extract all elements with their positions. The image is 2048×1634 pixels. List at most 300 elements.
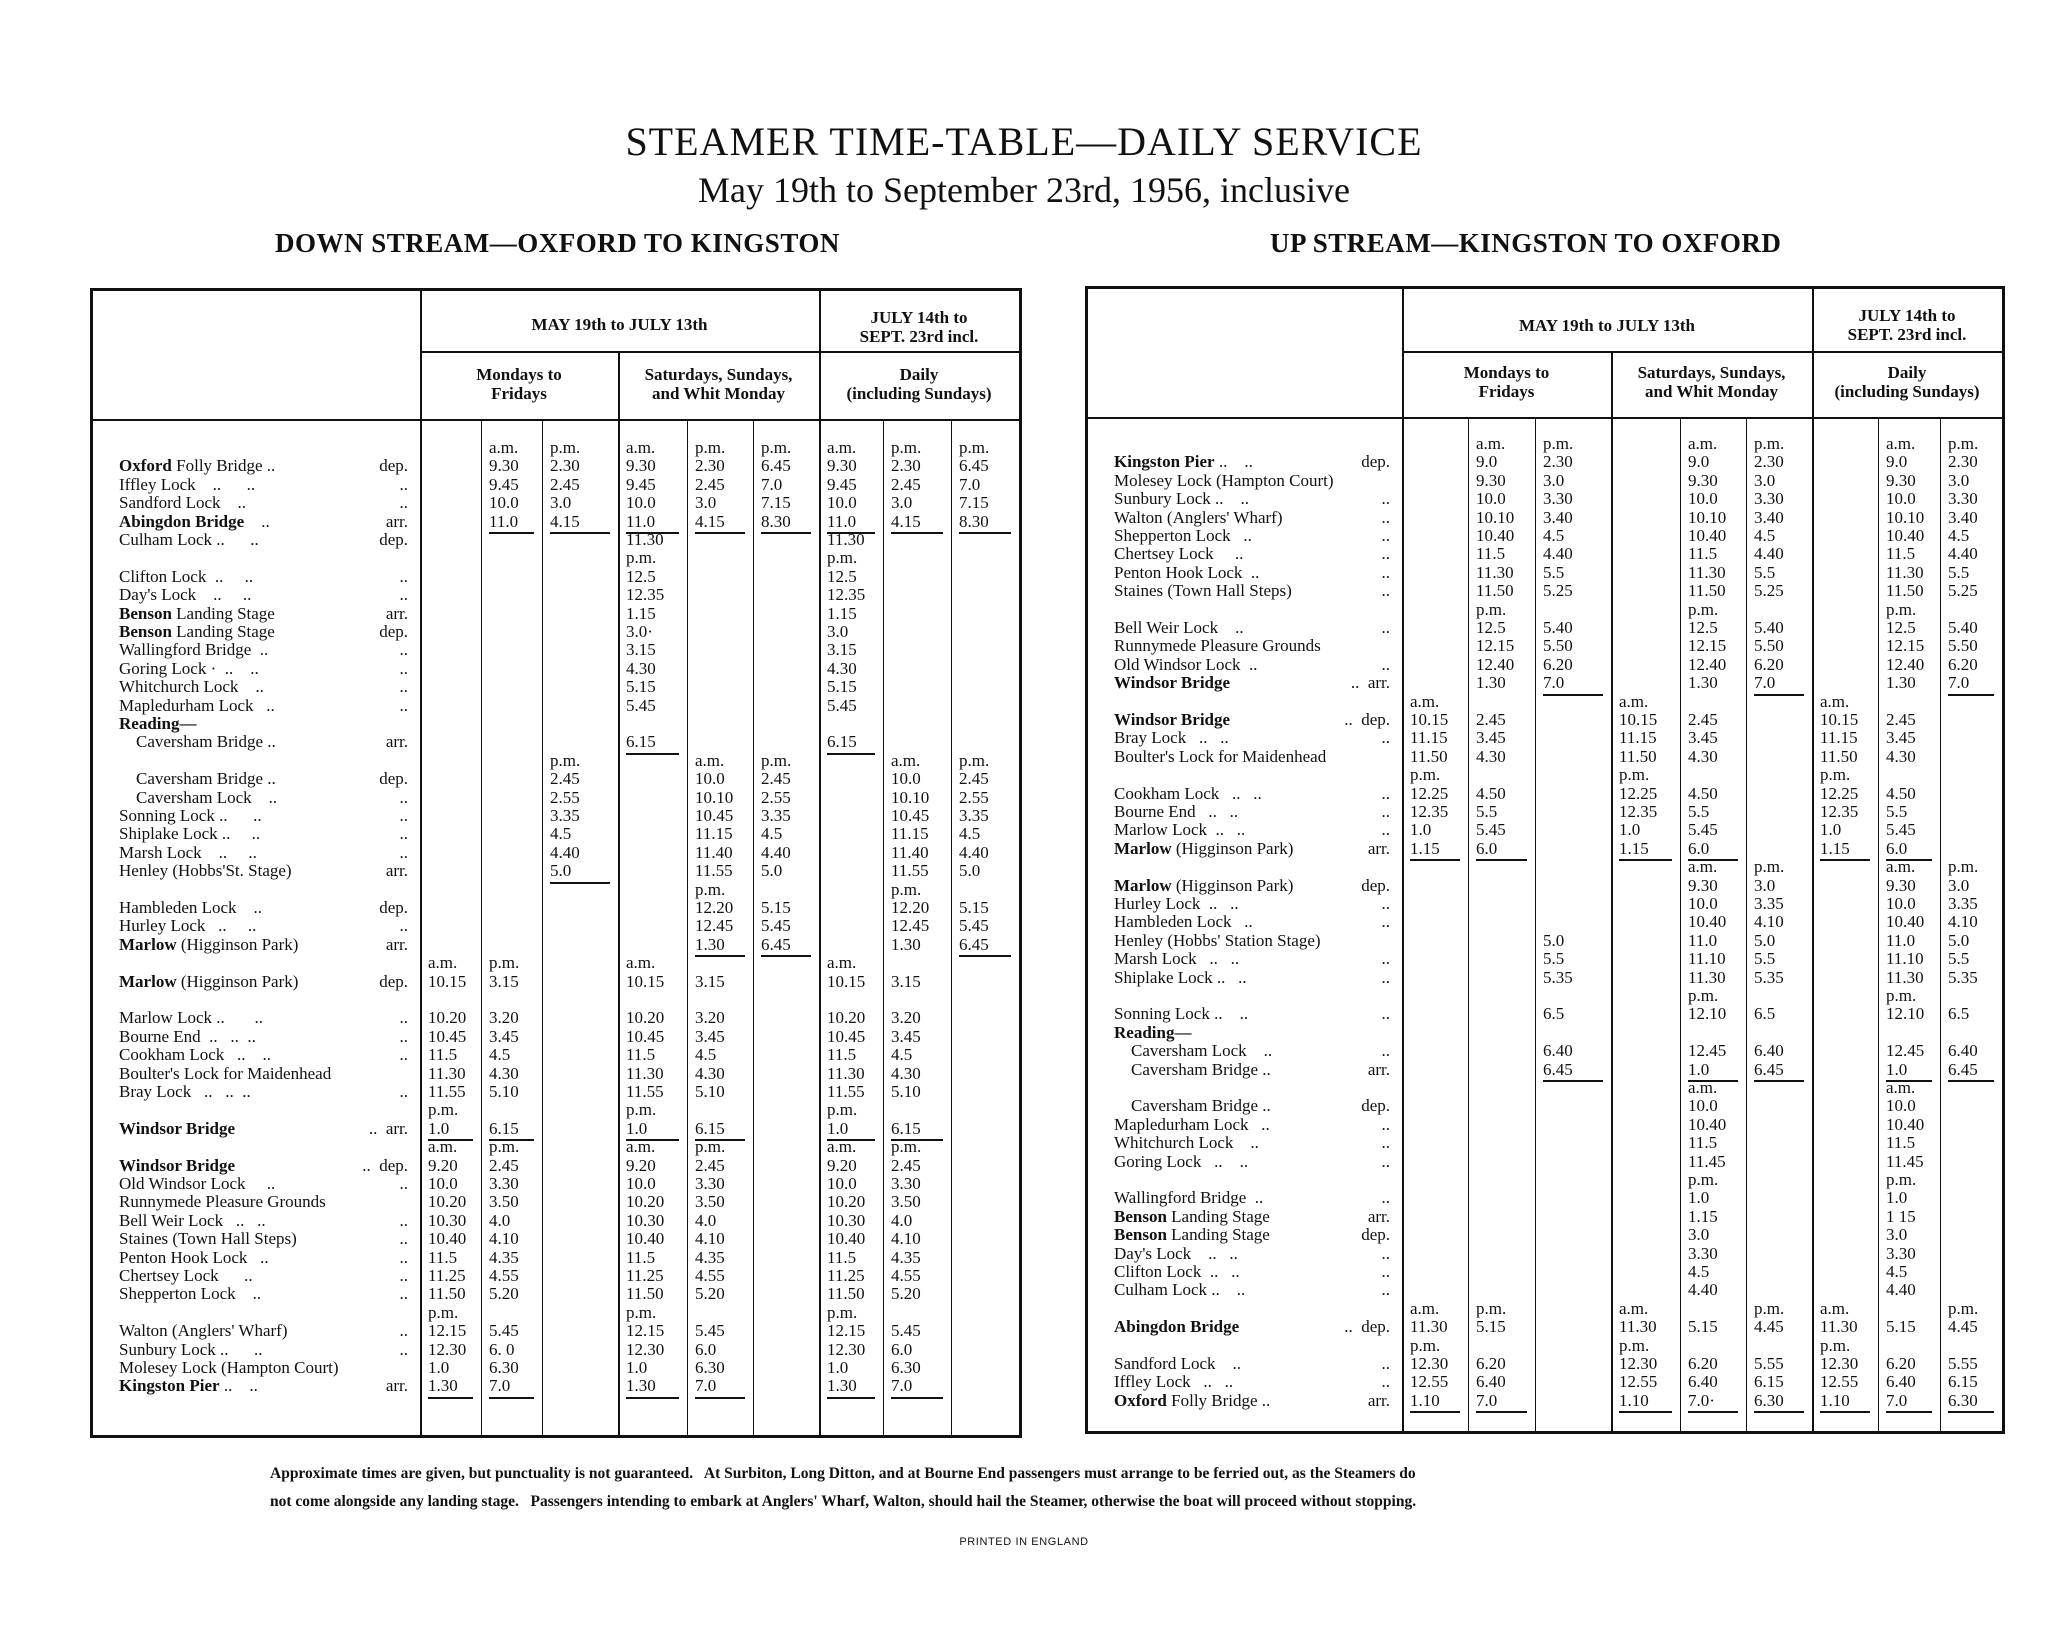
- station-name: Old Windsor Lock ..: [119, 1174, 276, 1193]
- time-cell: 9.30: [1886, 875, 1916, 895]
- station-name: Whitchurch Lock ..: [1114, 1133, 1259, 1153]
- time-cell: p.m.: [1688, 599, 1719, 619]
- arr-dep-marker: ..: [1381, 618, 1390, 637]
- rule-col: [753, 419, 754, 1435]
- station-name: Walton (Anglers' Wharf): [119, 1321, 288, 1341]
- time-cell: 5.5: [1476, 802, 1498, 821]
- station-name: Oxford Folly Bridge ..: [1114, 1390, 1271, 1410]
- time-cell: 2.45: [550, 474, 580, 494]
- time-cell: 6.30: [1948, 1390, 1978, 1410]
- time-cell: p.m.: [1410, 1335, 1441, 1355]
- time-cell: p.m.: [761, 438, 792, 457]
- time-cell: 10.0: [891, 769, 921, 789]
- station-name: Iffley Lock .. ..: [119, 474, 256, 494]
- time-cell: p.m.: [695, 438, 726, 457]
- time-cell: a.m.: [1619, 691, 1649, 711]
- arr-dep-marker: arr.: [1367, 1206, 1390, 1226]
- sub-sat-sun-line2: and Whit Monday: [1645, 382, 1778, 401]
- time-cell: 10.20: [827, 1192, 866, 1212]
- downstream-heading: DOWN STREAM—OXFORD TO KINGSTON: [275, 228, 840, 258]
- time-cell: 10.30: [626, 1210, 665, 1230]
- time-cell: 5.0: [959, 861, 981, 881]
- time-cell: 4.0: [891, 1210, 913, 1230]
- time-cell: 10.15: [1410, 710, 1449, 729]
- time-cell: 2.30: [1948, 452, 1978, 472]
- time-cell: 6.15: [489, 1118, 519, 1138]
- station-name: Caversham Bridge ..: [119, 769, 276, 789]
- time-cell: 10.0: [428, 1174, 458, 1193]
- time-cell: 12.35: [1410, 802, 1449, 821]
- time-cell: 9.20: [626, 1155, 656, 1175]
- station-name: Abingdon Bridge: [1114, 1317, 1240, 1337]
- time-cell: 6.0: [891, 1339, 913, 1359]
- time-cell: 9.30: [1476, 470, 1506, 490]
- arr-dep-marker: dep.: [379, 769, 408, 789]
- time-cell: 1.0: [428, 1118, 450, 1138]
- station-name: Hurley Lock .. ..: [1114, 894, 1239, 913]
- station-name: Day's Lock .. ..: [1114, 1243, 1238, 1263]
- time-cell: 3.15: [695, 971, 725, 991]
- time-cell: 1.30: [827, 1376, 857, 1396]
- printed-in-england: PRINTED IN ENGLAND: [959, 1536, 1089, 1548]
- arr-dep-marker: ..: [399, 787, 408, 807]
- time-cell: 5.40: [1543, 618, 1573, 637]
- time-cell: a.m.: [1476, 434, 1506, 453]
- time-cell: 7.0: [761, 474, 783, 494]
- time-cell: 11.55: [695, 861, 733, 881]
- time-cell: 11.25: [428, 1266, 466, 1285]
- arr-dep-marker: ..: [1381, 783, 1390, 803]
- time-cell: 5.5: [1543, 949, 1565, 969]
- station-name: Shepperton Lock ..: [119, 1284, 262, 1304]
- time-cell: 10.20: [827, 1008, 866, 1028]
- time-cell: 10.0: [626, 1174, 656, 1193]
- time-cell: 2.55: [959, 787, 989, 807]
- rule-col: [542, 419, 543, 1435]
- time-cell: 10.45: [891, 806, 930, 825]
- time-cell: 10.20: [428, 1008, 467, 1028]
- station-name: Runnymede Pleasure Grounds: [119, 1192, 326, 1212]
- time-cell: 11.50: [1886, 581, 1924, 601]
- sub-mon-fri-line2: Fridays: [491, 384, 547, 403]
- time-cell: 4.40: [761, 842, 791, 862]
- time-cell: 1.30: [695, 934, 725, 954]
- arrival-underline: [1820, 1411, 1870, 1413]
- group-july-sept-line2: SEPT. 23rd incl.: [859, 327, 979, 346]
- time-cell: 5.50: [1948, 636, 1978, 656]
- time-cell: 5.20: [695, 1284, 725, 1304]
- time-cell: 6.15: [1754, 1372, 1784, 1392]
- time-cell: 4.0: [489, 1210, 511, 1230]
- time-cell: 4.5: [1543, 526, 1565, 545]
- arr-dep-marker: arr.: [1367, 838, 1390, 858]
- time-cell: 4.10: [695, 1229, 725, 1249]
- time-cell: 6.0: [1476, 838, 1498, 858]
- station-name: Sunbury Lock .. ..: [1114, 489, 1250, 509]
- time-cell: 6.40: [1754, 1041, 1784, 1061]
- time-cell: 3.0: [1754, 470, 1776, 490]
- arr-dep-marker: ..: [399, 1174, 408, 1193]
- time-cell: 6.40: [1688, 1372, 1718, 1392]
- time-cell: 3.0·: [626, 622, 653, 641]
- time-cell: 2.45: [761, 769, 791, 789]
- arrival-underline: [1948, 1080, 1994, 1082]
- time-cell: 7.15: [761, 493, 791, 513]
- rule-group2: [819, 291, 821, 1435]
- arrival-underline: [1948, 694, 1994, 696]
- time-cell: 8.30: [959, 511, 989, 531]
- sub-daily-line2: (including Sundays): [1834, 382, 1980, 401]
- time-cell: 5.45: [489, 1321, 519, 1341]
- time-cell: 11.5: [1476, 544, 1506, 564]
- time-cell: a.m.: [1886, 857, 1916, 877]
- time-cell: 1.0: [1410, 820, 1432, 840]
- arrival-underline: [761, 955, 811, 957]
- time-cell: 11.5: [428, 1045, 458, 1065]
- time-cell: 1.0: [1886, 1188, 1908, 1208]
- station-name: Goring Lock · .. ..: [119, 658, 259, 678]
- arrival-underline: [1410, 859, 1460, 861]
- time-cell: 1.0: [626, 1118, 648, 1138]
- time-cell: 11.10: [1688, 949, 1726, 969]
- time-cell: 6.15: [626, 732, 656, 752]
- time-cell: 11.15: [891, 824, 929, 844]
- time-cell: 6.45: [1948, 1059, 1978, 1079]
- time-cell: 11.15: [1410, 728, 1448, 748]
- arr-dep-marker: ..: [1381, 1243, 1390, 1263]
- time-cell: 2.45: [959, 769, 989, 789]
- arr-dep-marker: ..: [399, 474, 408, 494]
- station-name: Marlow (Higginson Park): [119, 971, 299, 991]
- time-cell: 11.25: [827, 1266, 865, 1285]
- time-cell: 4.5: [891, 1045, 913, 1065]
- time-cell: 12.30: [1619, 1354, 1658, 1373]
- time-cell: 12.30: [1820, 1354, 1859, 1373]
- time-cell: 10.0: [1886, 1096, 1916, 1116]
- time-cell: 4.50: [1688, 783, 1718, 803]
- time-cell: 9.45: [489, 474, 519, 494]
- station-name: Oxford Folly Bridge ..: [119, 456, 276, 476]
- rule-sub1: [1611, 351, 1613, 1431]
- time-cell: 2.45: [891, 474, 921, 494]
- time-cell: 10.40: [1688, 526, 1727, 545]
- time-cell: 12.10: [1886, 1004, 1925, 1024]
- time-cell: 11.15: [1619, 728, 1657, 748]
- time-cell: 6.0: [695, 1339, 717, 1359]
- time-cell: 12.55: [1820, 1372, 1859, 1392]
- time-cell: 10.10: [1688, 507, 1727, 527]
- time-cell: 10.0: [489, 493, 519, 513]
- time-cell: 5.10: [695, 1082, 725, 1101]
- time-cell: 2.55: [761, 787, 791, 807]
- time-cell: 5.40: [1754, 618, 1784, 637]
- time-cell: 11.55: [827, 1082, 865, 1101]
- time-cell: 5.35: [1754, 967, 1784, 987]
- time-cell: 1.0: [827, 1358, 849, 1377]
- arrival-underline: [1886, 1411, 1932, 1413]
- sub-daily-line1: Daily: [1887, 363, 1927, 382]
- time-cell: 12.30: [626, 1339, 665, 1359]
- time-cell: p.m.: [761, 750, 792, 770]
- time-cell: a.m.: [428, 1137, 458, 1157]
- time-cell: 12.45: [695, 916, 734, 936]
- time-cell: p.m.: [1754, 857, 1785, 877]
- time-cell: 6.5: [1754, 1004, 1776, 1024]
- time-cell: 4.5: [489, 1045, 511, 1065]
- arr-dep-marker: dep.: [1361, 1096, 1390, 1116]
- time-cell: 1.10: [1410, 1390, 1440, 1410]
- time-cell: 1.10: [1619, 1390, 1649, 1410]
- station-name: Shepperton Lock ..: [1114, 526, 1252, 545]
- time-cell: 10.0: [695, 769, 725, 789]
- station-name: Hambleden Lock ..: [119, 898, 263, 917]
- time-cell: a.m.: [827, 438, 857, 457]
- arr-dep-marker: ..: [1381, 581, 1390, 601]
- time-cell: 6.20: [1886, 1354, 1916, 1373]
- arr-dep-marker: ..: [1381, 1151, 1390, 1171]
- time-cell: 11.55: [428, 1082, 466, 1101]
- time-cell: 6.20: [1543, 654, 1573, 674]
- time-cell: 3.35: [1754, 894, 1784, 913]
- time-cell: 5.5: [1948, 562, 1970, 582]
- station-name: Shiplake Lock .. ..: [1114, 967, 1247, 987]
- arr-dep-marker: ..: [399, 806, 408, 825]
- station-name: Caversham Bridge ..: [119, 732, 276, 752]
- time-cell: p.m.: [1948, 434, 1979, 453]
- station-name: Marsh Lock .. ..: [119, 842, 257, 862]
- time-cell: 10.40: [1688, 1114, 1727, 1134]
- time-cell: 3.15: [626, 640, 656, 660]
- time-cell: 1.30: [891, 934, 921, 954]
- station-name: Penton Hook Lock ..: [119, 1247, 269, 1267]
- time-cell: 2.45: [695, 1155, 725, 1175]
- arr-dep-marker: dep.: [379, 622, 408, 641]
- time-cell: 5.5: [1754, 562, 1776, 582]
- time-cell: 2.30: [550, 456, 580, 476]
- time-cell: 10.10: [1476, 507, 1515, 527]
- time-cell: 4.30: [626, 658, 656, 678]
- rule-h2: [93, 419, 1019, 421]
- time-cell: 6.0: [1886, 838, 1908, 858]
- station-name: Marlow Lock .. ..: [119, 1008, 264, 1028]
- time-cell: 10.40: [626, 1229, 665, 1249]
- time-cell: 10.45: [626, 1026, 665, 1046]
- time-cell: 5.5: [1543, 562, 1565, 582]
- time-cell: 10.20: [626, 1008, 665, 1028]
- time-cell: 12.5: [827, 566, 857, 586]
- time-cell: 1.0: [428, 1358, 450, 1377]
- station-name: Bell Weir Lock ..: [1114, 618, 1244, 637]
- time-cell: 5.45: [827, 695, 857, 715]
- time-cell: 4.5: [1886, 1262, 1908, 1281]
- time-cell: a.m.: [428, 953, 458, 973]
- time-cell: 2.45: [1886, 710, 1916, 729]
- arr-dep-marker: arr.: [385, 1376, 408, 1396]
- time-cell: p.m.: [1476, 599, 1507, 619]
- time-cell: 9.20: [827, 1155, 857, 1175]
- time-cell: 10.40: [1476, 526, 1515, 545]
- time-cell: 4.30: [1476, 746, 1506, 766]
- time-cell: 4.15: [550, 511, 580, 531]
- station-name: Hurley Lock .. ..: [119, 916, 257, 936]
- time-cell: a.m.: [1688, 857, 1718, 877]
- time-cell: p.m.: [1820, 765, 1851, 785]
- time-cell: 11.30: [827, 530, 865, 549]
- time-cell: 3.45: [1688, 728, 1718, 748]
- time-cell: 7.0: [891, 1376, 913, 1396]
- page-title: STEAMER TIME-TABLE—DAILY SERVICE: [625, 119, 1423, 164]
- time-cell: 12.30: [827, 1339, 866, 1359]
- sub-mon-fri-line2: Fridays: [1478, 382, 1535, 401]
- time-cell: 3.20: [891, 1008, 921, 1028]
- time-cell: 9.30: [1886, 470, 1916, 490]
- time-cell: 12.25: [1410, 783, 1449, 803]
- time-cell: 12.30: [1410, 1354, 1449, 1373]
- arrival-underline: [1476, 859, 1527, 861]
- time-cell: 5.45: [891, 1321, 921, 1341]
- station-name: Chertsey Lock ..: [1114, 544, 1244, 564]
- time-cell: 11.30: [1619, 1317, 1657, 1337]
- arrival-underline: [827, 1397, 875, 1399]
- arrival-underline: [1754, 1080, 1804, 1082]
- time-cell: 10.40: [1886, 526, 1925, 545]
- time-cell: 11.50: [1410, 746, 1448, 766]
- time-cell: 11.30: [1688, 562, 1726, 582]
- time-cell: 5.25: [1543, 581, 1573, 601]
- time-cell: 11.30: [1476, 562, 1514, 582]
- station-name: Henley (Hobbs' Station Stage): [1114, 930, 1321, 950]
- time-cell: 6.0: [1688, 838, 1710, 858]
- time-cell: 4.45: [1948, 1317, 1978, 1337]
- time-cell: 4.5: [550, 824, 572, 844]
- time-cell: 11.25: [626, 1266, 664, 1285]
- time-cell: 4.0: [695, 1210, 717, 1230]
- time-cell: 11.30: [827, 1063, 865, 1083]
- time-cell: 3.30: [1754, 489, 1784, 509]
- time-cell: 11.0: [1688, 930, 1718, 950]
- arr-dep-marker: dep.: [1361, 452, 1390, 472]
- time-cell: 10.10: [695, 787, 734, 807]
- sub-daily-line2: (including Sundays): [846, 384, 992, 403]
- time-cell: 4.5: [1688, 1262, 1710, 1281]
- time-cell: 7.0: [959, 474, 981, 494]
- station-name: Whitchurch Lock ..: [119, 677, 264, 697]
- time-cell: a.m.: [1688, 434, 1718, 453]
- arrival-underline: [695, 1397, 745, 1399]
- time-cell: 4.30: [827, 658, 857, 678]
- time-cell: 5.0: [550, 861, 572, 881]
- arr-dep-marker: ..: [399, 640, 408, 660]
- arr-dep-marker: ..: [399, 585, 408, 605]
- time-cell: 5.50: [1754, 636, 1784, 656]
- station-name: Sandford Lock ..: [119, 493, 247, 513]
- time-cell: 12.35: [1820, 802, 1859, 821]
- time-cell: 3.45: [1476, 728, 1506, 748]
- time-cell: 11.50: [827, 1284, 865, 1304]
- time-cell: 5.45: [761, 916, 791, 936]
- sub-mon-fri-line1: Mondays to: [1463, 363, 1550, 382]
- rule-stations: [420, 291, 422, 1435]
- arr-dep-marker: dep.: [379, 456, 408, 476]
- arr-dep-marker: .. dep.: [1344, 710, 1390, 729]
- sub-sat-sun-line1: Saturdays, Sundays,: [644, 365, 793, 384]
- time-cell: p.m.: [1948, 857, 1979, 877]
- time-cell: 10.40: [1886, 912, 1925, 932]
- time-cell: 3.30: [1688, 1243, 1718, 1263]
- station-name: Day's Lock .. ..: [119, 585, 252, 605]
- time-cell: 6.30: [1754, 1390, 1784, 1410]
- time-cell: 11.15: [695, 824, 733, 844]
- time-cell: 5.40: [1948, 618, 1978, 637]
- time-cell: 1.0: [1688, 1059, 1710, 1079]
- time-cell: 12.35: [1619, 802, 1658, 821]
- time-cell: 5.0: [761, 861, 783, 881]
- sub-mon-fri-line1: Mondays to: [476, 365, 562, 384]
- arrival-underline: [428, 1397, 473, 1399]
- arr-dep-marker: ..: [399, 677, 408, 697]
- time-cell: 11.30: [626, 1063, 664, 1083]
- rule-stations: [1402, 289, 1404, 1431]
- time-cell: 3.15: [891, 971, 921, 991]
- time-cell: p.m.: [1410, 765, 1441, 785]
- time-cell: 11.5: [428, 1247, 458, 1267]
- time-cell: 5.45: [1688, 820, 1718, 840]
- time-cell: 2.55: [550, 787, 580, 807]
- station-name: Abingdon Bridge ..: [119, 511, 270, 531]
- rule-col: [1746, 417, 1747, 1431]
- time-cell: 11.40: [891, 842, 929, 862]
- time-cell: 5.5: [1688, 802, 1710, 821]
- time-cell: 7.0: [1543, 673, 1565, 693]
- time-cell: 3.30: [1948, 489, 1978, 509]
- time-cell: 9.30: [1688, 875, 1718, 895]
- time-cell: 3.35: [1948, 894, 1978, 913]
- time-cell: 12.5: [1688, 618, 1718, 637]
- time-cell: p.m.: [891, 438, 922, 457]
- time-cell: p.m.: [428, 1302, 459, 1322]
- station-name: Molesey Lock (Hampton Court): [119, 1358, 339, 1377]
- time-cell: p.m.: [695, 1137, 726, 1157]
- time-cell: 11.50: [1820, 746, 1858, 766]
- station-name: Wallingford Bridge ..: [1114, 1188, 1264, 1208]
- time-cell: 3.30: [1886, 1243, 1916, 1263]
- time-cell: 4.5: [1948, 526, 1970, 545]
- time-cell: 3.0: [1886, 1225, 1908, 1245]
- arr-dep-marker: arr.: [385, 732, 408, 752]
- time-cell: 4.5: [695, 1045, 717, 1065]
- time-cell: 1 15: [1886, 1206, 1916, 1226]
- time-cell: 1.15: [1410, 838, 1440, 858]
- station-name: Culham Lock .. ..: [1114, 1280, 1246, 1300]
- station-name: Caversham Lock ..: [119, 787, 278, 807]
- group-may-july: MAY 19th to JULY 13th: [1518, 316, 1695, 335]
- time-cell: 5.10: [891, 1082, 921, 1101]
- time-cell: 9.30: [626, 456, 656, 476]
- arr-dep-marker: ..: [399, 566, 408, 586]
- time-cell: a.m.: [1619, 1298, 1649, 1318]
- time-cell: a.m.: [626, 953, 656, 973]
- arr-dep-marker: ..: [399, 1266, 408, 1285]
- time-cell: 1.15: [827, 603, 857, 623]
- time-cell: 6.45: [959, 934, 989, 954]
- arrival-underline: [626, 753, 679, 755]
- station-name: Cookham Lock .. ..: [1114, 783, 1262, 803]
- time-cell: 1.30: [1688, 673, 1718, 693]
- time-cell: 11.30: [1886, 967, 1924, 987]
- time-cell: 1.30: [1886, 673, 1916, 693]
- time-cell: 10.40: [827, 1229, 866, 1249]
- time-cell: 5.45: [695, 1321, 725, 1341]
